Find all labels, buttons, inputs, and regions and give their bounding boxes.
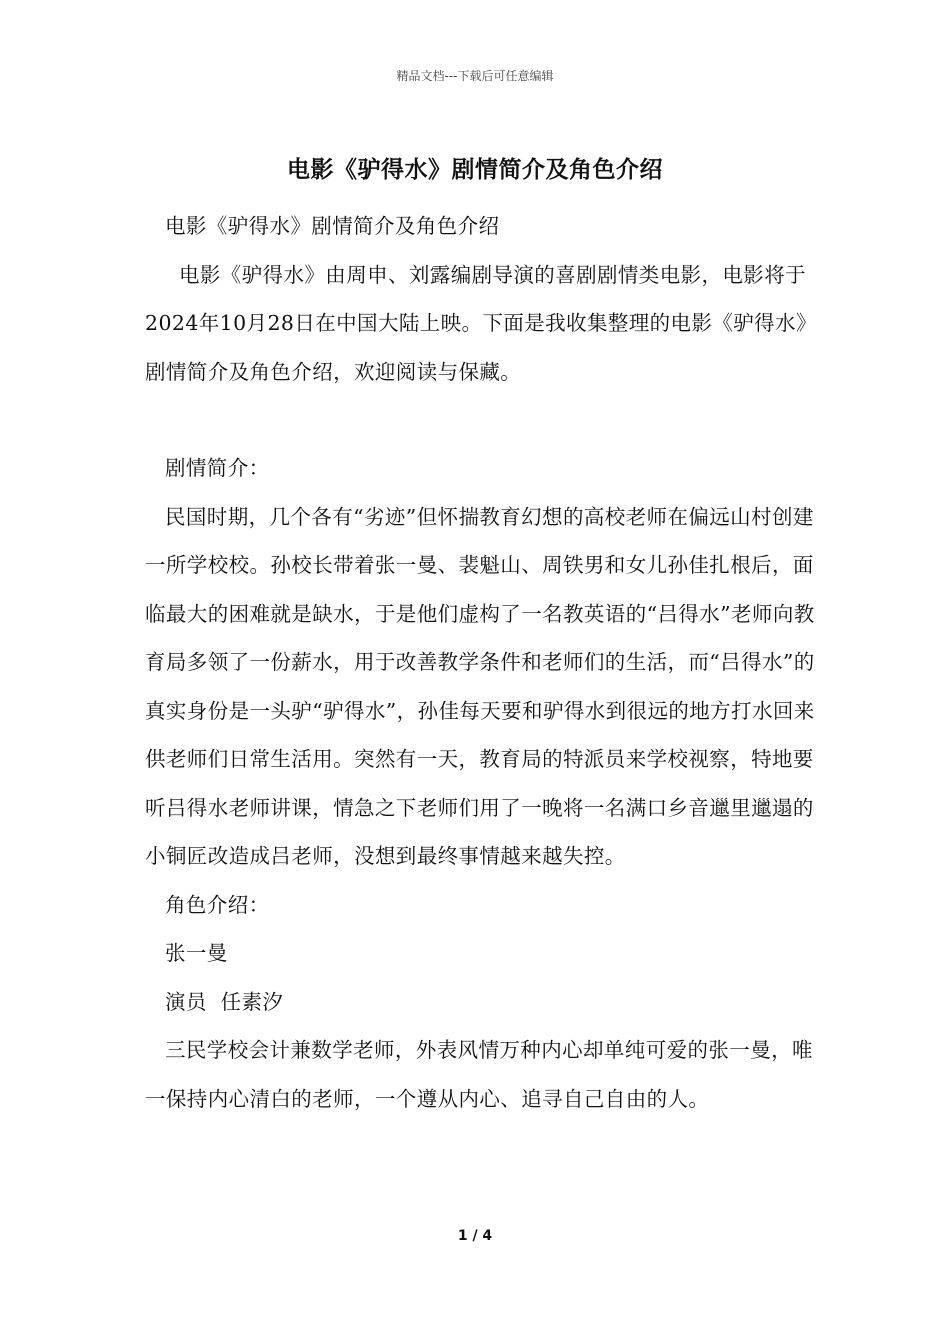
roles-heading: 角色介绍：: [165, 892, 270, 917]
document-subtitle: 电影《驴得水》剧情简介及角色介绍: [165, 214, 500, 238]
plot-paragraph: 民国时期，几个各有“劣迹”但怀揣教育幻想的高校老师在偏远山村创建一所学校校。孙校长带着张一曼、裴魁山、周铁男和女儿孙佳扎根后，面临最大的困难就是缺水，于是他们虚构了一名教英语的“吕得水”老师向教育局多领了一份薪水，用于改善教学条件和老师们的生活，而“吕得水”的真实身份是一头驴“驴得水”，孙佳每天要和驴得水到很远的地方打水回来供老师们日常生活用。突然有一天，教育局的特派员来学校视察，特地要听吕得水老师讲课，情急之下老师们用了一晚将一名满口乡音邋里邋遢的小铜匠改造成吕老师，没想到最终事情越来越失控。: [145, 504, 815, 868]
role-name: 张一曼: [165, 941, 228, 965]
intro-paragraph: 电影《驴得水》由周申、刘露编剧导演的喜剧剧情类电影，电影将于2024年10月28日在中国大陆上映。下面是我收集整理的电影《驴得水》剧情简介及角色介绍，欢迎阅读与保藏。: [145, 262, 817, 384]
plot-heading: 剧情简介：: [165, 456, 270, 480]
page-number: 1 / 4: [457, 1228, 493, 1244]
document-title: 电影《驴得水》剧情简介及角色介绍: [287, 156, 663, 183]
role-actor: 演员 任素汐: [165, 989, 284, 1014]
document-body: [145, 202, 825, 1123]
role-description: 三民学校会计兼数学老师，外表风情万种内心却单纯可爱的张一曼，唯一保持内心清白的老师，一个遵从内心、追寻自己自由的人。: [145, 1038, 813, 1111]
page-header: 精品文档---下载后可任意编辑: [396, 69, 554, 83]
